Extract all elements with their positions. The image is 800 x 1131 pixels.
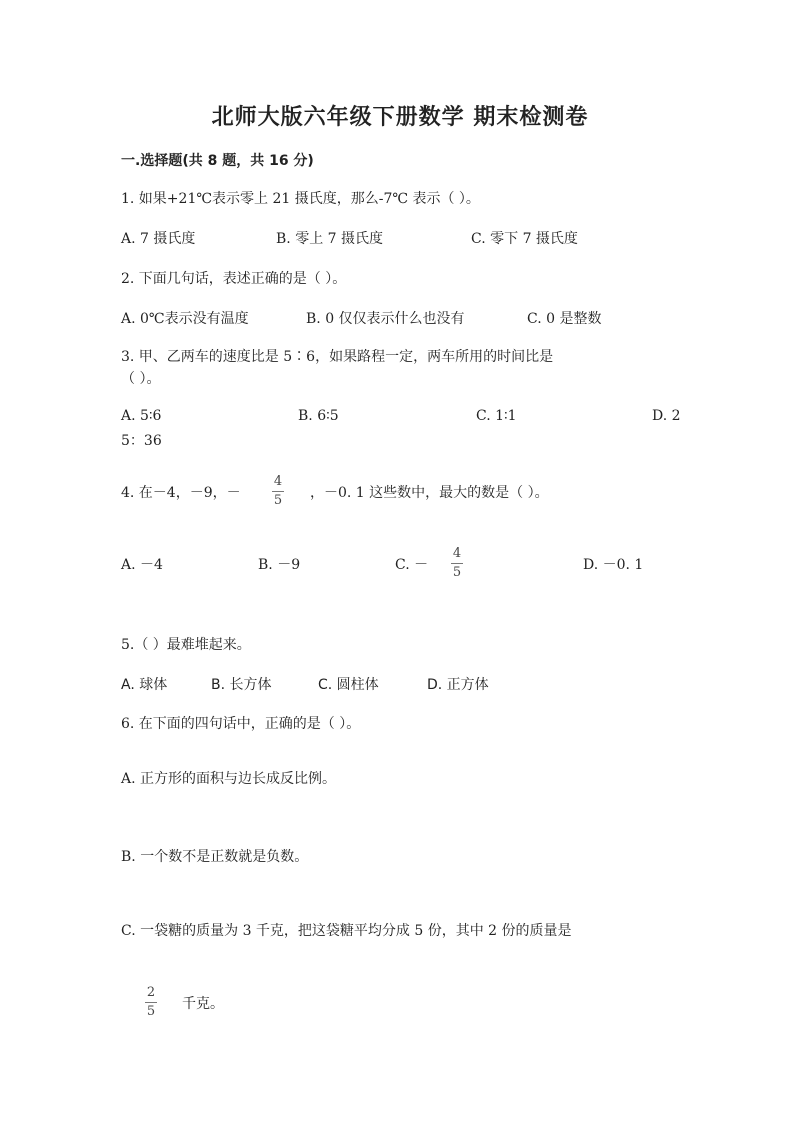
question-5-option-d: D. 正方体 xyxy=(427,677,489,693)
question-6-tail-fraction xyxy=(145,986,157,1019)
fraction-numerator: 4 xyxy=(273,474,283,489)
question-2-option-a: A. 0℃表示没有温度 xyxy=(121,311,249,327)
question-5-option-c: C. 圆柱体 xyxy=(318,677,379,693)
question-4-option-c-fraction xyxy=(451,547,463,580)
question-3-stem-line-2: （ ）。 xyxy=(121,371,161,387)
question-2-option-c: C. 0 是整数 xyxy=(527,311,602,327)
fraction-bar xyxy=(451,563,463,564)
question-1-option-a: A. 7 摄氏度 xyxy=(121,231,196,247)
fraction-bar xyxy=(145,1002,157,1003)
question-3-option-c: C. 1∶1 xyxy=(476,408,517,424)
question-5-option-a: A. 球体 xyxy=(121,677,168,693)
question-6-tail-text: 千克。 xyxy=(182,996,224,1012)
question-3-option-a: A. 5∶6 xyxy=(121,408,162,424)
question-4-fraction xyxy=(272,475,284,508)
question-1-option-c: C. 零下 7 摄氏度 xyxy=(471,231,578,247)
question-5-option-b: B. 长方体 xyxy=(211,677,272,693)
fraction-numerator: 2 xyxy=(146,985,156,1000)
question-3-option-b: B. 6∶5 xyxy=(298,408,339,424)
fraction-denominator: 5 xyxy=(452,565,462,580)
fraction-denominator: 5 xyxy=(146,1004,156,1019)
question-4-option-b: B. －9 xyxy=(258,557,301,573)
section-heading: 一.选择题(共 8 题，共 16 分) xyxy=(121,153,314,169)
page-title: 北师大版六年级下册数学 期末检测卷 xyxy=(211,104,589,130)
question-3-option-d-wrap: 5：36 xyxy=(121,433,162,449)
question-6-statement-a: A. 正方形的面积与边长成反比例。 xyxy=(121,771,337,787)
question-6-statement-b: B. 一个数不是正数就是负数。 xyxy=(121,849,309,865)
question-4-option-d: D. －0. 1 xyxy=(583,557,644,573)
fraction-bar xyxy=(272,491,284,492)
question-4-option-c: C. － xyxy=(395,557,429,573)
question-2-stem: 2. 下面几句话，表述正确的是（ ）。 xyxy=(121,271,347,287)
question-4-stem-end: ，－0. 1 这些数中，最大的数是（ ）。 xyxy=(310,485,549,501)
fraction-numerator: 4 xyxy=(452,546,462,561)
question-5-stem: 5.（ ）最难堆起来。 xyxy=(121,637,251,653)
fraction-denominator: 5 xyxy=(273,493,283,508)
question-1-option-b: B. 零上 7 摄氏度 xyxy=(276,231,383,247)
question-2-option-b: B. 0 仅仅表示什么也没有 xyxy=(306,311,465,327)
question-3-stem-line-1: 3. 甲、乙两车的速度比是 5∶6，如果路程一定，两车所用的时间比是 xyxy=(121,349,554,365)
question-4-stem-start: 4. 在－4，－9，－ xyxy=(121,485,241,501)
question-4-option-a: A. －4 xyxy=(121,557,163,573)
question-1-stem: 1. 如果+21℃表示零上 21 摄氏度，那么-7℃ 表示（ ）。 xyxy=(121,191,480,207)
question-6-stem: 6. 在下面的四句话中，正确的是（ ）。 xyxy=(121,716,361,732)
question-6-statement-c: C. 一袋糖的质量为 3 千克，把这袋糖平均分成 5 份，其中 2 份的质量是 xyxy=(121,923,572,939)
question-3-option-d: D. 2 xyxy=(652,408,681,424)
